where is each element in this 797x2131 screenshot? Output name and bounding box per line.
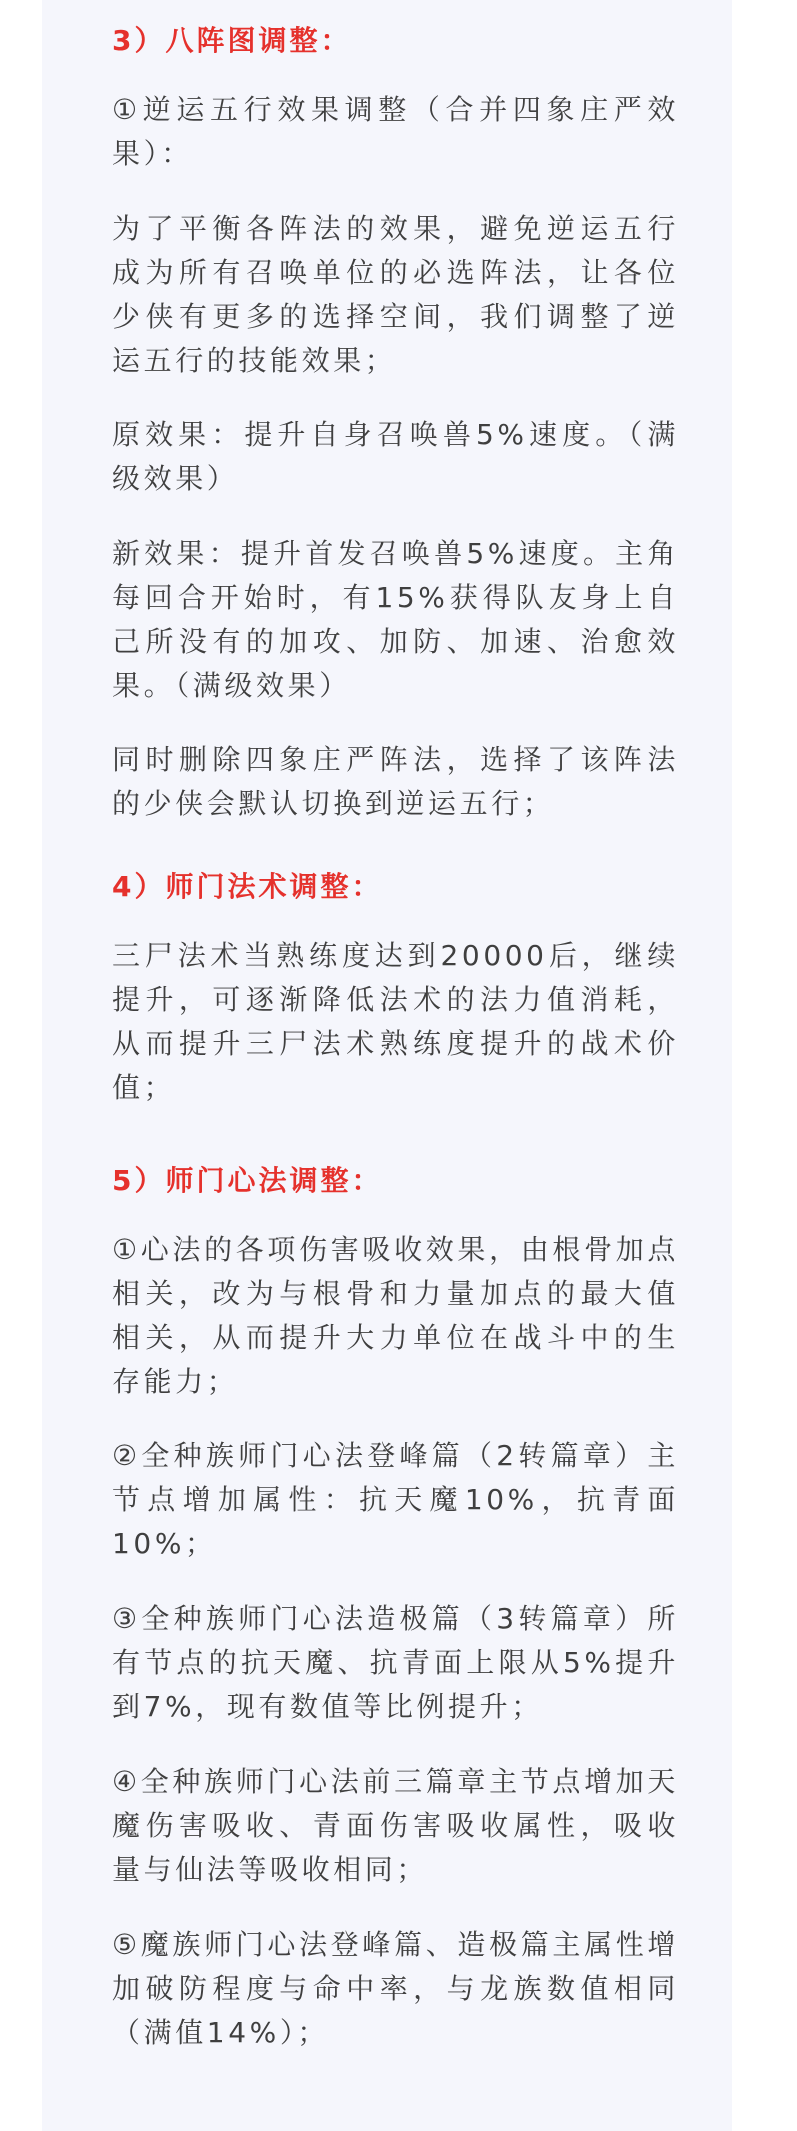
- paragraph-5-4: ④全种族师门心法前三篇章主节点增加天魔伤害吸收、青面伤害吸收属性，吸收量与仙法等吸收相同；: [112, 1765, 679, 1886]
- paragraph-3-3: 原效果：提升自身召唤兽5%速度。（满级效果）: [112, 418, 679, 495]
- paragraph-3-4: 新效果：提升首发召唤兽5%速度。主角每回合开始时，有15%获得队友身上自己所没有的加攻、加防、加速、治愈效果。（满级效果）: [112, 537, 679, 702]
- paragraph-5-2: ②全种族师门心法登峰篇（2转篇章）主节点增加属性：抗天魔10%，抗青面10%；: [112, 1439, 679, 1560]
- paragraph-3-5: 同时删除四象庄严阵法，选择了该阵法的少侠会默认切换到逆运五行；: [112, 743, 679, 820]
- section-heading-5: 5）师门心法调整：: [112, 1164, 383, 1197]
- paragraph-4-1: 三尸法术当熟练度达到20000后，继续提升，可逐渐降低法术的法力值消耗，从而提升三尸法术熟练度提升的战术价值；: [112, 939, 679, 1104]
- paragraph-5-5: ⑤魔族师门心法登峰篇、造极篇主属性增加破防程度与命中率，与龙族数值相同（满值14%）；: [112, 1928, 679, 2049]
- section-heading-3: 3）八阵图调整：: [112, 24, 352, 57]
- section-heading-4: 4）师门法术调整：: [112, 870, 383, 903]
- article-panel: [42, 0, 732, 2131]
- paragraph-3-2: 为了平衡各阵法的效果，避免逆运五行成为所有召唤单位的必选阵法，让各位少侠有更多的选择空间，我们调整了逆运五行的技能效果；: [112, 212, 679, 377]
- paragraph-5-3: ③全种族师门心法造极篇（3转篇章）所有节点的抗天魔、抗青面上限从5%提升到7%，现有数值等比例提升；: [112, 1602, 679, 1723]
- paragraph-5-1: ①心法的各项伤害吸收效果，由根骨加点相关，改为与根骨和力量加点的最大值相关，从而提升大力单位在战斗中的生存能力；: [112, 1233, 679, 1398]
- paragraph-3-1: ①逆运五行效果调整（合并四象庄严效果）：: [112, 93, 679, 170]
